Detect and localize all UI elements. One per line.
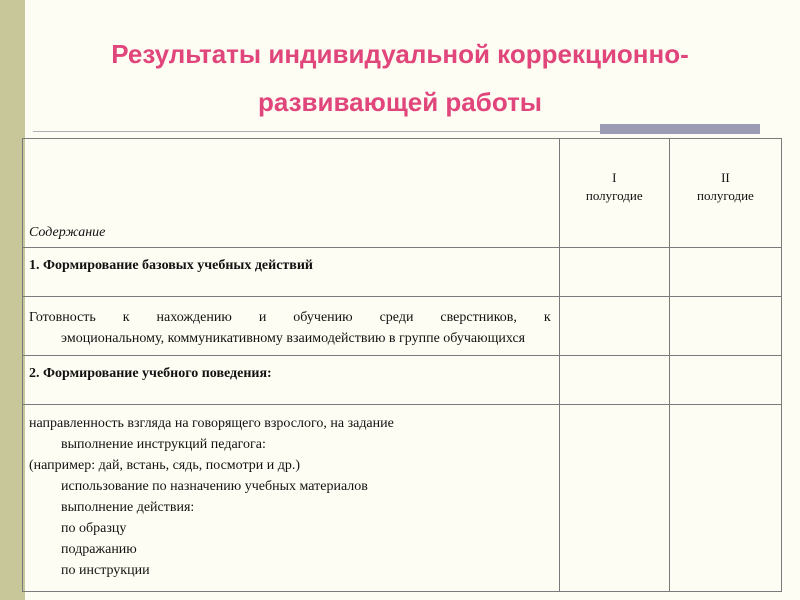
title-divider-line — [33, 131, 600, 132]
behavior-half1-cell — [559, 405, 669, 592]
readiness-lead: Готовность к нахождению и обучению среди сверстников, к — [29, 310, 551, 325]
header-half2 — [669, 139, 781, 248]
header-half2-num: II — [721, 170, 730, 185]
behavior-line: выполнение действия: — [61, 500, 195, 515]
slide-title-line2: развивающей работы — [257, 87, 543, 117]
section2-half1-cell — [559, 356, 669, 405]
slide-title-line1: Результаты индивидуальной коррекционно- — [111, 39, 689, 69]
slide-title — [40, 30, 760, 126]
results-table — [22, 138, 782, 592]
table-row-behavior — [23, 405, 782, 592]
section1-half2-cell — [669, 248, 781, 297]
behavior-line: по образцу — [61, 521, 127, 536]
header-half1-label: полугодие — [585, 188, 643, 203]
behavior-list — [23, 405, 560, 592]
behavior-line: (например: дай, встань, сядь, посмотри и др.) — [29, 458, 301, 473]
section1-title: 1. Формирование базовых учебных действий — [23, 248, 560, 297]
header-half1-num: I — [612, 170, 617, 185]
behavior-line: выполнение инструкций педагога: — [61, 437, 266, 452]
header-half2-label: полугодие — [697, 188, 754, 203]
header-content: Содержание — [23, 139, 560, 248]
readiness-cont: эмоциональному, коммуникативному взаимодействию в группе обучающихся — [61, 331, 526, 346]
readiness-text — [23, 297, 560, 356]
readiness-half1-cell — [559, 297, 669, 356]
behavior-line: подражанию — [61, 542, 137, 557]
section2-half2-cell — [669, 356, 781, 405]
section1-half1-cell — [559, 248, 669, 297]
title-divider-block — [600, 124, 760, 134]
section2-title: 2. Формирование учебного поведения: — [23, 356, 560, 405]
table-row-section1 — [23, 248, 782, 297]
behavior-line: использование по назначению учебных материалов — [61, 479, 368, 494]
readiness-half2-cell — [669, 297, 781, 356]
table-row-readiness — [23, 297, 782, 356]
behavior-line: по инструкции — [61, 563, 150, 578]
behavior-line: направленность взгляда на говорящего взрослого, на задание — [29, 416, 394, 431]
table-header-row — [23, 139, 782, 248]
table-row-section2 — [23, 356, 782, 405]
header-half1 — [559, 139, 669, 248]
behavior-half2-cell — [669, 405, 781, 592]
